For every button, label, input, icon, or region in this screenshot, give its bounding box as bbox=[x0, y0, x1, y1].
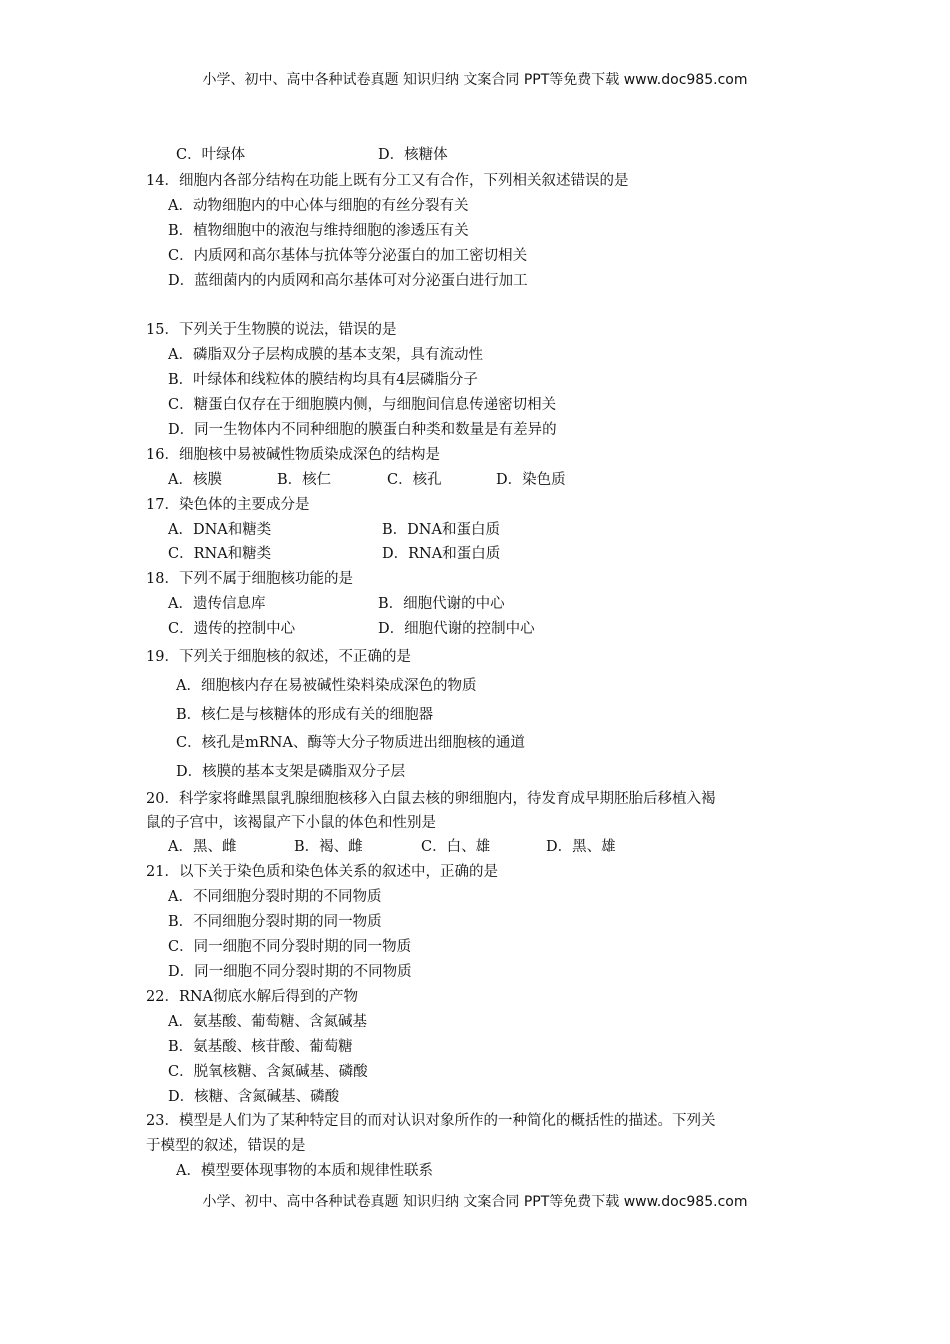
q15-stem: 15．下列关于生物膜的说法，错误的是 bbox=[146, 322, 397, 338]
q21-stem: 21．以下关于染色质和染色体关系的叙述中，正确的是 bbox=[146, 864, 498, 880]
q21-option-c: C．同一细胞不同分裂时期的同一物质 bbox=[168, 939, 412, 955]
q19-option-b: B．核仁是与核糖体的形成有关的细胞器 bbox=[176, 707, 434, 723]
q20-option-c: C．白、雄 bbox=[421, 839, 491, 855]
q18-option-c: C．遗传的控制中心 bbox=[168, 621, 296, 637]
q13-option-c: C．叶绿体 bbox=[176, 147, 246, 163]
q19-option-a: A．细胞核内存在易被碱性染料染成深色的物质 bbox=[176, 678, 477, 694]
q19-stem: 19．下列关于细胞核的叙述，不正确的是 bbox=[146, 649, 411, 665]
q21-option-b: B．不同细胞分裂时期的同一物质 bbox=[168, 914, 382, 930]
q21-option-a: A．不同细胞分裂时期的不同物质 bbox=[168, 889, 382, 905]
q15-option-a: A．磷脂双分子层构成膜的基本支架，具有流动性 bbox=[168, 347, 483, 363]
q17-stem: 17．染色体的主要成分是 bbox=[146, 497, 310, 513]
q23-stem-line2: 于模型的叙述，错误的是 bbox=[146, 1138, 306, 1154]
q23-option-a: A．模型要体现事物的本质和规律性联系 bbox=[176, 1163, 433, 1179]
q22-option-c: C．脱氧核糖、含氮碱基、磷酸 bbox=[168, 1064, 368, 1080]
q20-stem-line1: 20．科学家将雌黑鼠乳腺细胞核移入白鼠去核的卵细胞内，待发育成早期胚胎后移植入褐 bbox=[146, 791, 716, 807]
page-footer: 小学、初中、高中各种试卷真题 知识归纳 文案合同 PPT等免费下载 www.doc985.com bbox=[202, 1194, 748, 1210]
q20-option-a: A．黑、雌 bbox=[168, 839, 237, 855]
q14-option-a: A．动物细胞内的中心体与细胞的有丝分裂有关 bbox=[168, 198, 469, 214]
q14-stem: 14．细胞内各部分结构在功能上既有分工又有合作，下列相关叙述错误的是 bbox=[146, 173, 629, 189]
q18-stem: 18．下列不属于细胞核功能的是 bbox=[146, 571, 353, 587]
q21-option-d: D．同一细胞不同分裂时期的不同物质 bbox=[168, 964, 412, 980]
q14-option-c: C．内质网和高尔基体与抗体等分泌蛋白的加工密切相关 bbox=[168, 248, 528, 264]
q14-option-d: D．蓝细菌内的内质网和高尔基体可对分泌蛋白进行加工 bbox=[168, 273, 528, 289]
q18-option-b: B．细胞代谢的中心 bbox=[378, 596, 505, 612]
q16-option-d: D．染色质 bbox=[496, 472, 566, 488]
q22-option-a: A．氨基酸、葡萄糖、含氮碱基 bbox=[168, 1014, 367, 1030]
q15-option-c: C．糖蛋白仅存在于细胞膜内侧，与细胞间信息传递密切相关 bbox=[168, 397, 557, 413]
q17-option-c: C．RNA和糖类 bbox=[168, 546, 272, 562]
q14-option-b: B．植物细胞中的液泡与维持细胞的渗透压有关 bbox=[168, 223, 469, 239]
q22-option-b: B．氨基酸、核苷酸、葡萄糖 bbox=[168, 1039, 353, 1055]
q17-option-a: A．DNA和糖类 bbox=[168, 522, 272, 538]
q23-stem-line1: 23．模型是人们为了某种特定目的而对认识对象所作的一种简化的概括性的描述。下列关 bbox=[146, 1113, 716, 1129]
q20-option-d: D．黑、雄 bbox=[546, 839, 616, 855]
q16-option-c: C．核孔 bbox=[387, 472, 442, 488]
q15-option-b: B．叶绿体和线粒体的膜结构均具有4层磷脂分子 bbox=[168, 372, 478, 388]
q16-option-b: B．核仁 bbox=[277, 472, 332, 488]
q20-stem-line2: 鼠的子宫中，该褐鼠产下小鼠的体色和性别是 bbox=[146, 815, 436, 831]
q20-option-b: B．褐、雌 bbox=[294, 839, 363, 855]
q19-option-c: C．核孔是mRNA、酶等大分子物质进出细胞核的通道 bbox=[176, 735, 525, 751]
q18-option-a: A．遗传信息库 bbox=[168, 596, 266, 612]
q18-option-d: D．细胞代谢的控制中心 bbox=[378, 621, 535, 637]
q17-option-b: B．DNA和蛋白质 bbox=[382, 522, 500, 538]
q22-stem: 22．RNA彻底水解后得到的产物 bbox=[146, 989, 359, 1005]
q13-option-d: D．核糖体 bbox=[378, 147, 448, 163]
q16-stem: 16．细胞核中易被碱性物质染成深色的结构是 bbox=[146, 447, 440, 463]
page-header: 小学、初中、高中各种试卷真题 知识归纳 文案合同 PPT等免费下载 www.doc985.com bbox=[202, 72, 748, 88]
q15-option-d: D．同一生物体内不同种细胞的膜蛋白种类和数量是有差异的 bbox=[168, 422, 557, 438]
q17-option-d: D．RNA和蛋白质 bbox=[382, 546, 501, 562]
q19-option-d: D．核膜的基本支架是磷脂双分子层 bbox=[176, 764, 406, 780]
q22-option-d: D．核糖、含氮碱基、磷酸 bbox=[168, 1089, 340, 1105]
q16-option-a: A．核膜 bbox=[168, 472, 222, 488]
